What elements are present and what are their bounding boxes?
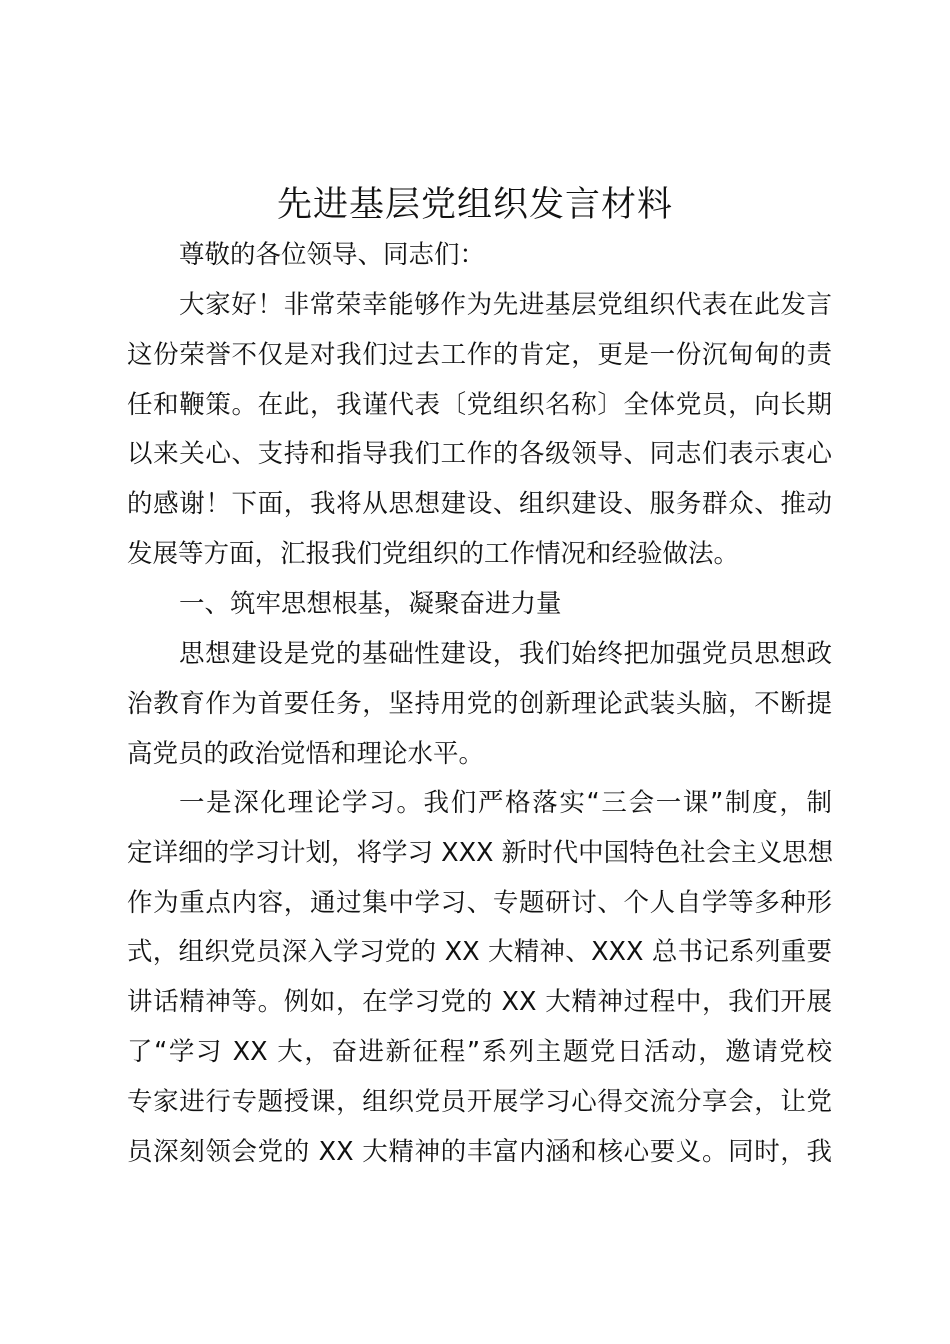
- paragraph-line: 以来关心、支持和指导我们工作的各级领导、同志们表示衷心: [127, 439, 832, 469]
- paragraph-line: 治教育作为首要任务，坚持用党的创新理论武装头脑，不断提: [127, 689, 832, 719]
- paragraph-line: 大家好！非常荣幸能够作为先进基层党组织代表在此发言: [179, 290, 832, 320]
- paragraph-line: 讲话精神等。例如，在学习党的 XX 大精神过程中，我们开展: [127, 987, 832, 1017]
- paragraph-line: 思想建设是党的基础性建设，我们始终把加强党员思想政: [179, 639, 832, 669]
- paragraph-line: 高党员的政治觉悟和理论水平。: [127, 739, 485, 769]
- paragraph-line: 员深刻领会党的 XX 大精神的丰富内涵和核心要义。同时，我: [127, 1137, 832, 1167]
- paragraph-line: 了“学习 XX 大，奋进新征程”系列主题党日活动，邀请党校: [127, 1037, 832, 1067]
- paragraph-line: 专家进行专题授课，组织党员开展学习心得交流分享会，让党: [127, 1087, 832, 1117]
- paragraph-line: 定详细的学习计划，将学习 XXX 新时代中国特色社会主义思想: [127, 838, 834, 868]
- paragraph-line: 发展等方面，汇报我们党组织的工作情况和经验做法。: [127, 539, 740, 569]
- section-heading: 一、筑牢思想根基，凝聚奋进力量: [179, 589, 562, 619]
- paragraph-line: 的感谢！下面，我将从思想建设、组织建设、服务群众、推动: [127, 489, 832, 519]
- paragraph-line: 式，组织党员深入学习党的 XX 大精神、XXX 总书记系列重要: [127, 937, 832, 967]
- salutation: 尊敬的各位领导、同志们：: [179, 240, 486, 270]
- paragraph-line: 任和鞭策。在此，我谨代表〔党组织名称〕全体党员，向长期: [127, 390, 832, 420]
- paragraph-line: 作为重点内容，通过集中学习、专题研讨、个人自学等多种形: [127, 888, 832, 918]
- paragraph-line: 这份荣誉不仅是对我们过去工作的肯定，更是一份沉甸甸的责: [127, 340, 832, 370]
- paragraph-line: 一是深化理论学习。我们严格落实“三会一课”制度，制: [179, 788, 832, 818]
- document-title: 先进基层党组织发言材料: [276, 185, 673, 225]
